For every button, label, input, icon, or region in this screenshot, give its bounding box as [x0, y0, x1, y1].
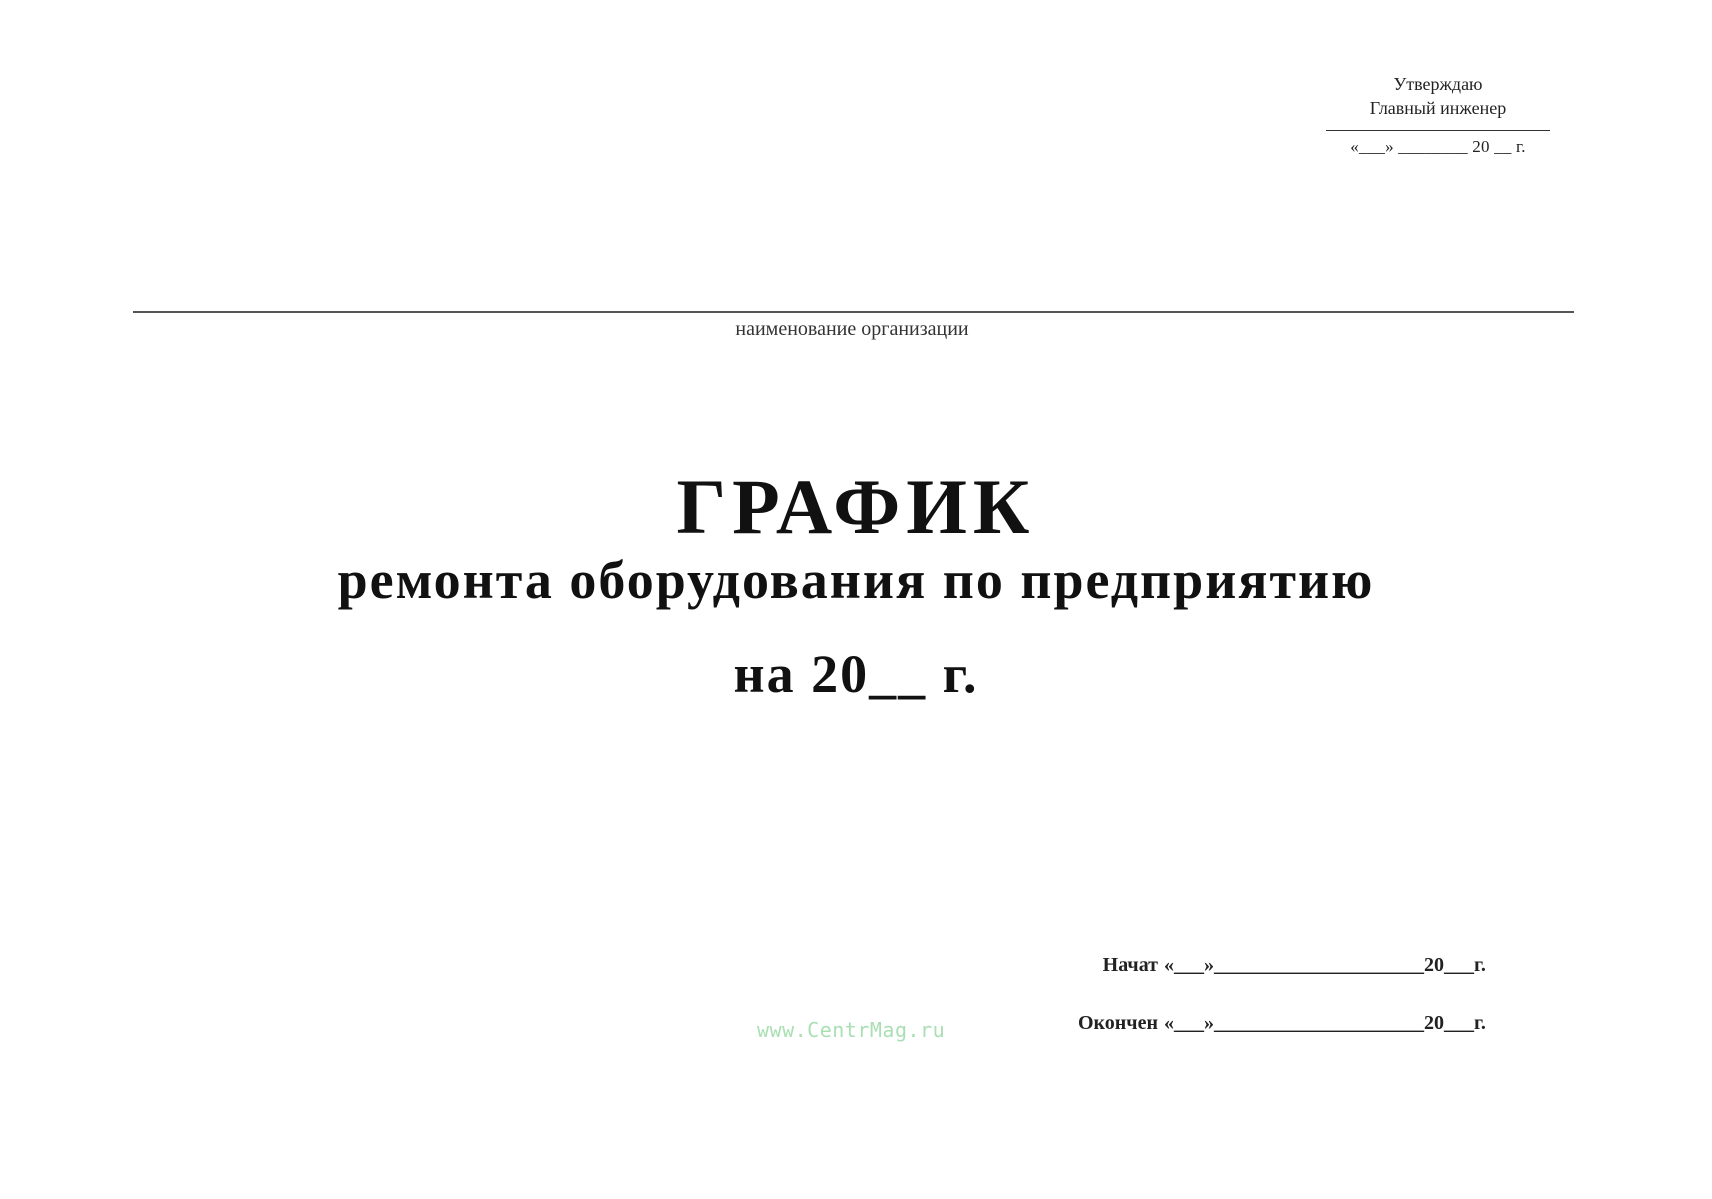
document-title: ГРАФИК [676, 463, 1036, 550]
term-end-label: Окончен [1077, 1012, 1158, 1034]
watermark: www.CentrMag.ru [757, 1018, 946, 1042]
organization-caption-text: наименование организации [735, 318, 969, 340]
term-end-row [1062, 1012, 1486, 1035]
approval-block [1318, 72, 1558, 159]
document-subtitle: ремонта оборудования по предприятию [337, 550, 1375, 610]
term-start-label: Начат [1102, 954, 1158, 976]
term-end-value: «___»_____________________20___г. [1164, 1012, 1486, 1034]
approval-date: «___» ________ 20 __ г. [1350, 137, 1526, 156]
term-start-value: «___»_____________________20___г. [1164, 954, 1486, 976]
approver-title: Главный инженер [1369, 98, 1507, 118]
approval-label: Утверждаю [1393, 74, 1483, 94]
document-year: на 20__ г. [733, 644, 979, 704]
signature-line [1326, 130, 1550, 131]
organization-caption [0, 318, 1712, 341]
term-start-row [1062, 954, 1486, 977]
organization-name-line [133, 311, 1574, 313]
